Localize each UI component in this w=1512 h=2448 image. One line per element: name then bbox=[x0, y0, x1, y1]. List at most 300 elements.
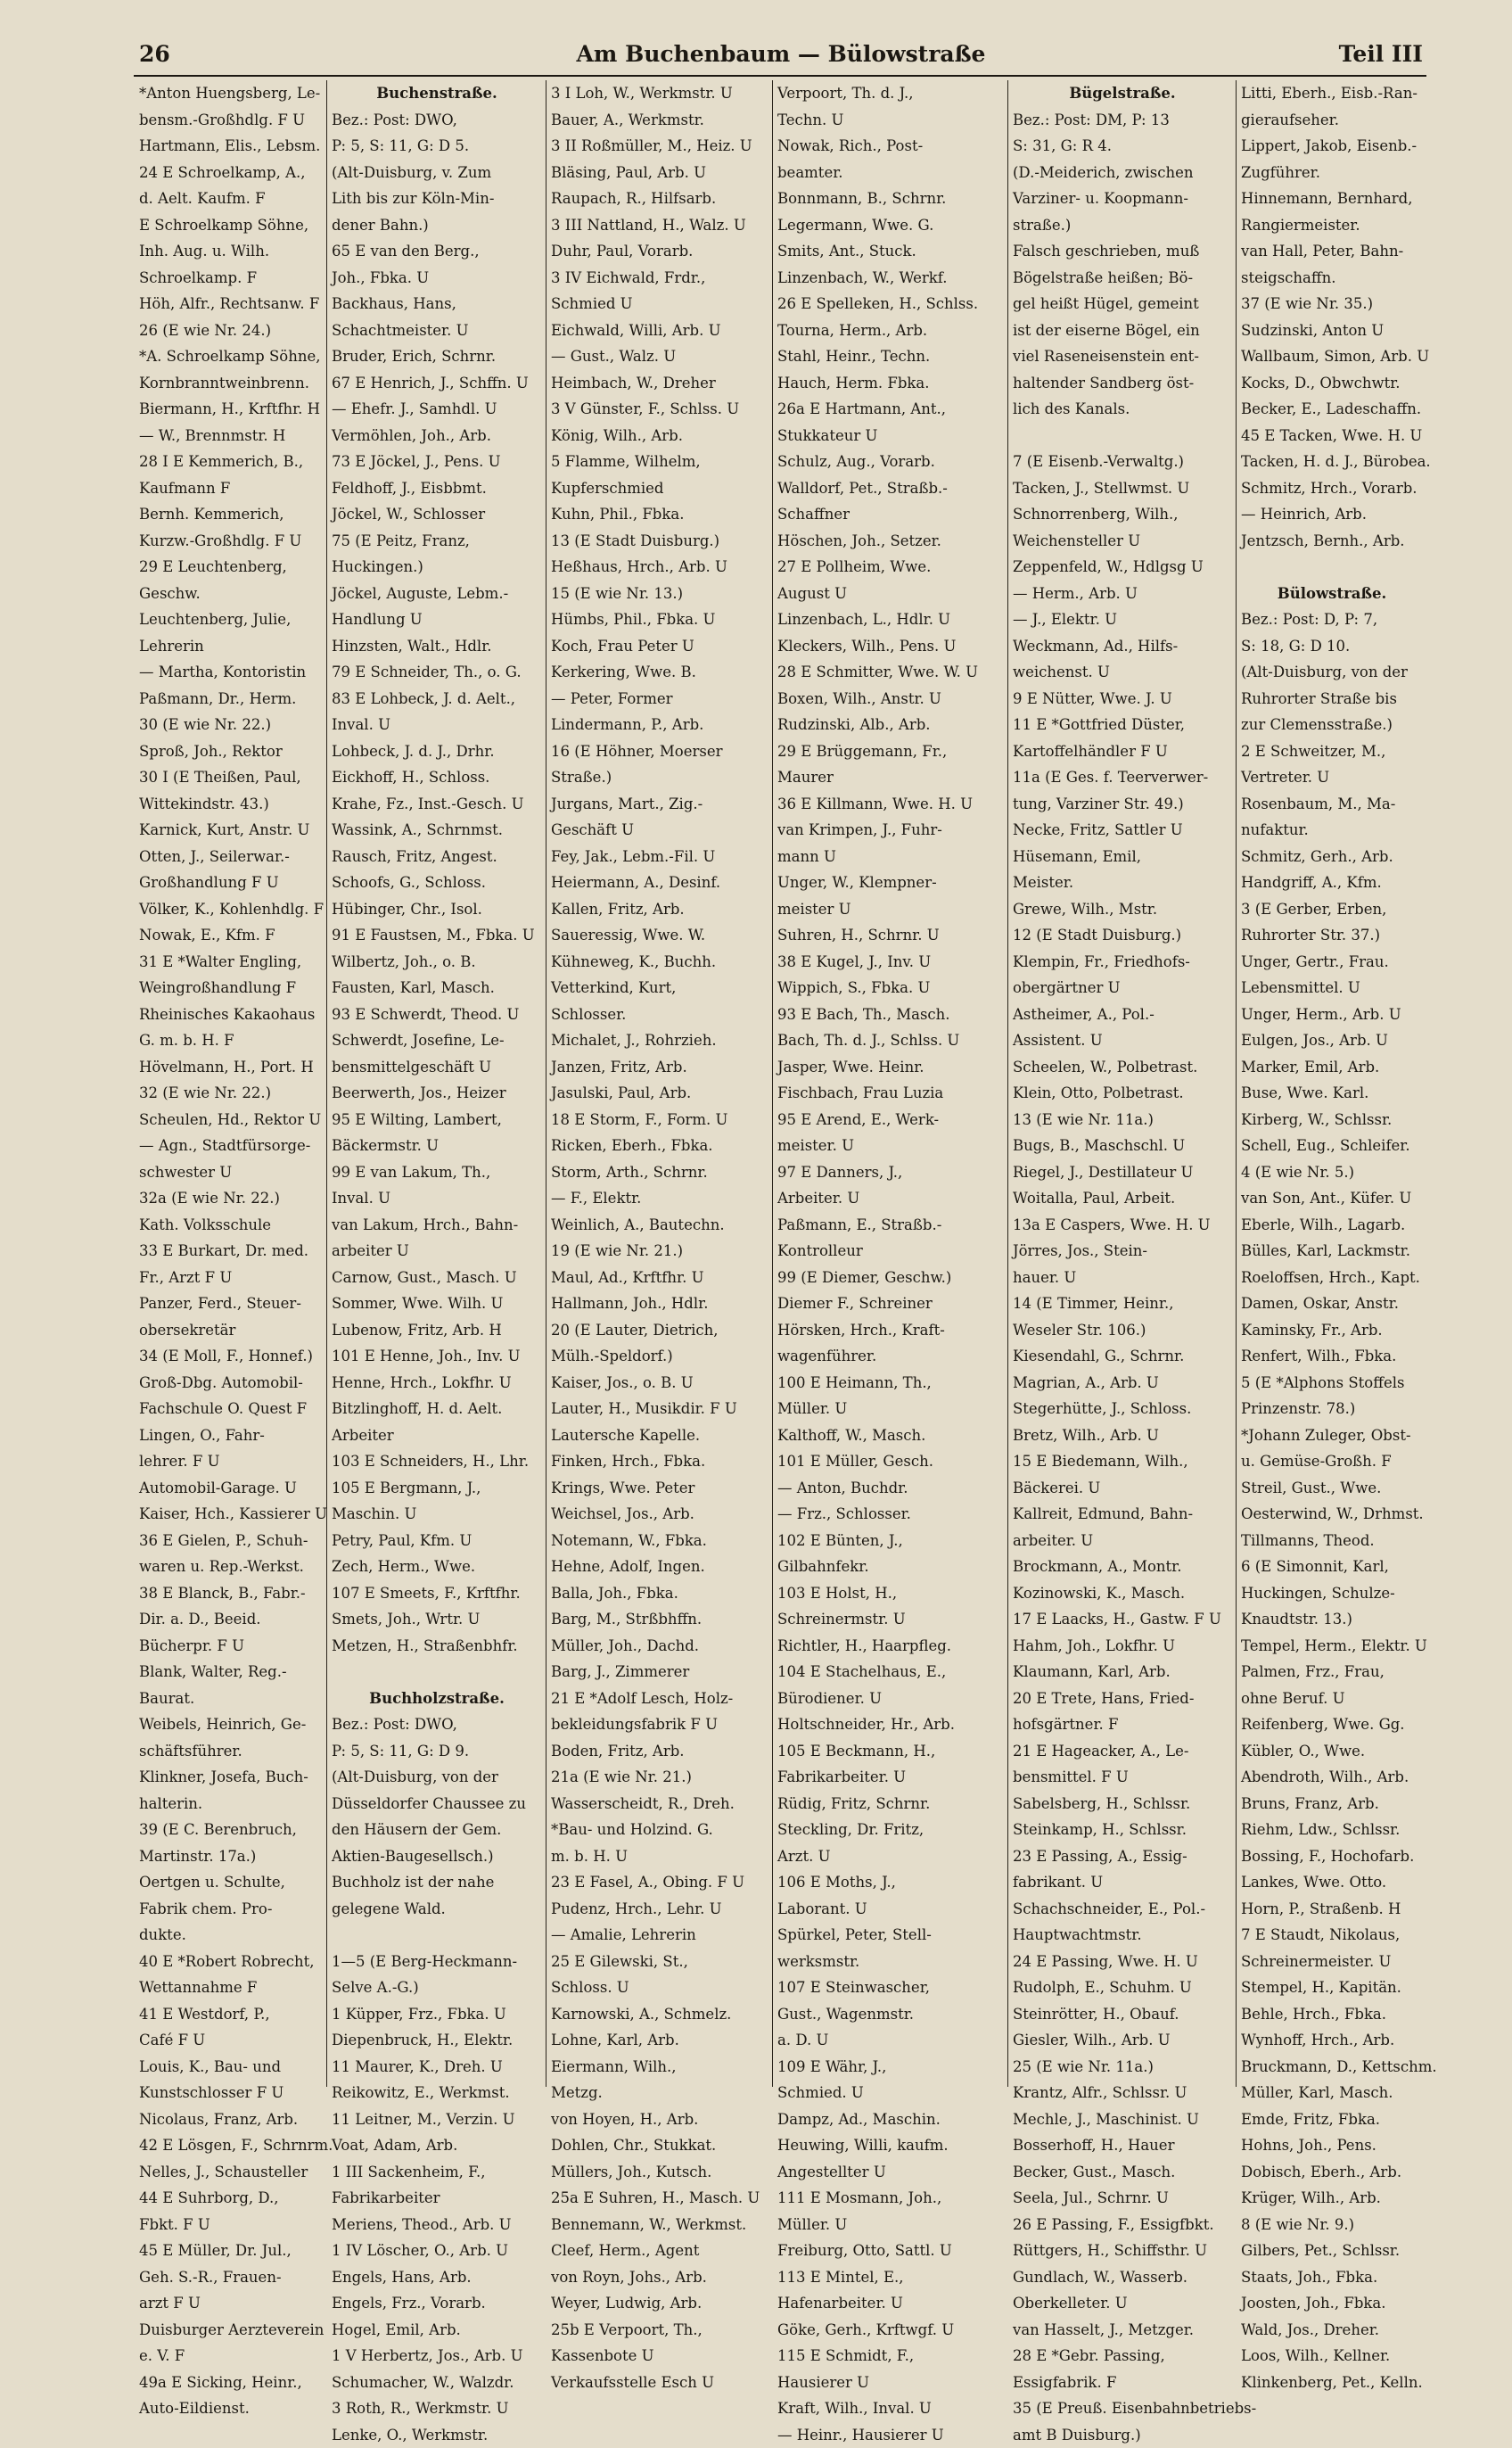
directory-entry-line: Bonnmann, B., Schrnr. bbox=[777, 185, 1004, 212]
street-heading: Buchenstraße. bbox=[332, 80, 542, 107]
directory-entry-line: Eickhoff, H., Schloss. bbox=[332, 764, 542, 791]
directory-entry-line: Fbkt. F U bbox=[139, 2212, 323, 2238]
directory-entry-line: Walldorf, Pet., Straßb.- bbox=[777, 475, 1004, 502]
directory-entry-line: Arzt. U bbox=[777, 1843, 1004, 1870]
directory-entry-line: — W., Brennmstr. H bbox=[139, 423, 323, 449]
directory-entry-line: Sudzinski, Anton U bbox=[1241, 317, 1423, 344]
directory-entry-line: 7 (E Eisenb.-Verwaltg.) bbox=[1013, 449, 1232, 475]
directory-entry-line: u. Gemüse-Großh. F bbox=[1241, 1448, 1423, 1475]
directory-entry-line: Vertreter. U bbox=[1241, 764, 1423, 791]
directory-entry-line: Straße.) bbox=[551, 764, 768, 791]
directory-entry-line: Jentzsch, Bernh., Arb. bbox=[1241, 528, 1423, 555]
directory-entry-line: Schachtmeister. U bbox=[332, 317, 542, 344]
directory-entry-line: 3 (E Gerber, Erben, bbox=[1241, 896, 1423, 923]
page-header bbox=[139, 41, 1423, 77]
directory-entry-line: Techn. U bbox=[777, 107, 1004, 134]
directory-entry-line: Stukkateur U bbox=[777, 423, 1004, 449]
directory-entry-line: hofsgärtner. F bbox=[1013, 1711, 1232, 1738]
directory-entry-line: 25b E Verpoort, Th., bbox=[551, 2317, 768, 2344]
directory-entry-line: Heimbach, W., Dreher bbox=[551, 370, 768, 397]
directory-entry-line: Lautersche Kapelle. bbox=[551, 1422, 768, 1449]
directory-entry-line: Wassink, A., Schrnmst. bbox=[332, 817, 542, 844]
directory-entry-line: waren u. Rep.-Werkst. bbox=[139, 1554, 323, 1580]
directory-entry-line: Dohlen, Chr., Stukkat. bbox=[551, 2132, 768, 2159]
directory-entry-line: Vetterkind, Kurt, bbox=[551, 975, 768, 1001]
directory-entry-line: 41 E Westdorf, P., bbox=[139, 2001, 323, 2028]
directory-entry-line: Rheinisches Kakaohaus bbox=[139, 1001, 323, 1028]
directory-entry-line: 25 (E wie Nr. 11a.) bbox=[1013, 2054, 1232, 2081]
directory-entry-line: Arbeiter. U bbox=[777, 1185, 1004, 1212]
directory-entry-line: Bögelstraße heißen; Bö- bbox=[1013, 265, 1232, 292]
directory-entry-line: Litti, Eberh., Eisb.-Ran- bbox=[1241, 80, 1423, 107]
directory-entry-line: 103 E Holst, H., bbox=[777, 1580, 1004, 1607]
directory-entry-line: 113 E Mintel, E., bbox=[777, 2264, 1004, 2291]
directory-entry-line: Sommer, Wwe. Wilh. U bbox=[332, 1290, 542, 1317]
directory-entry-line: Otten, J., Seilerwar.- bbox=[139, 844, 323, 870]
directory-entry-line: Schmitz, Hrch., Vorarb. bbox=[1241, 475, 1423, 502]
directory-entry-line: meister U bbox=[777, 896, 1004, 923]
directory-entry-line: Jasper, Wwe. Heinr. bbox=[777, 1054, 1004, 1081]
directory-entry-line: Müller, Karl, Masch. bbox=[1241, 2080, 1423, 2106]
directory-entry-line: 97 E Danners, J., bbox=[777, 1159, 1004, 1186]
column-divider bbox=[326, 80, 327, 2087]
directory-entry-line: Richtler, H., Haarpfleg. bbox=[777, 1633, 1004, 1660]
directory-entry-line: Krahe, Fz., Inst.-Gesch. U bbox=[332, 791, 542, 818]
directory-entry-line: Klinkner, Josefa, Buch- bbox=[139, 1764, 323, 1791]
directory-entry-line: Tempel, Herm., Elektr. U bbox=[1241, 1633, 1423, 1660]
directory-entry-line: Hogel, Emil, Arb. bbox=[332, 2317, 542, 2344]
directory-entry-line: Kübler, O., Wwe. bbox=[1241, 1738, 1423, 1765]
directory-entry-line: schwester U bbox=[139, 1159, 323, 1186]
header-rule bbox=[134, 75, 1426, 77]
directory-entry-line: Lippert, Jakob, Eisenb.- bbox=[1241, 133, 1423, 160]
directory-entry-line: Dobisch, Eberh., Arb. bbox=[1241, 2159, 1423, 2186]
directory-entry-line: 91 E Faustsen, M., Fbka. U bbox=[332, 922, 542, 949]
directory-entry-line: Fabrik chem. Pro- bbox=[139, 1896, 323, 1923]
directory-entry-line: — Amalie, Lehrerin bbox=[551, 1922, 768, 1949]
directory-entry-line: Kupferschmied bbox=[551, 475, 768, 502]
directory-entry-line: Jöckel, Auguste, Lebm.- bbox=[332, 581, 542, 607]
directory-entry-line: Völker, K., Kohlenhdlg. F bbox=[139, 896, 323, 923]
directory-entry-line: ist der eiserne Bögel, ein bbox=[1013, 317, 1232, 344]
directory-entry-line: 105 E Beckmann, H., bbox=[777, 1738, 1004, 1765]
directory-entry-line: Hohns, Joh., Pens. bbox=[1241, 2132, 1423, 2159]
directory-entry-line: Bauer, A., Werkmstr. bbox=[551, 107, 768, 134]
directory-column-5 bbox=[1013, 80, 1232, 2087]
directory-entry-line: 29 E Leuchtenberg, bbox=[139, 554, 323, 581]
directory-entry-line: Hauch, Herm. Fbka. bbox=[777, 370, 1004, 397]
directory-entry-line: Nicolaus, Franz, Arb. bbox=[139, 2106, 323, 2133]
directory-entry-line: Bücherpr. F U bbox=[139, 1633, 323, 1660]
directory-entry-line: Rüttgers, H., Schiffsthr. U bbox=[1013, 2238, 1232, 2264]
directory-entry-line: Höschen, Joh., Setzer. bbox=[777, 528, 1004, 555]
directory-entry-line: Huckingen.) bbox=[332, 554, 542, 581]
directory-entry-line: Kozinowski, K., Masch. bbox=[1013, 1580, 1232, 1607]
directory-entry-line: Holtschneider, Hr., Arb. bbox=[777, 1711, 1004, 1738]
directory-entry-line: 7 E Staudt, Nikolaus, bbox=[1241, 1922, 1423, 1949]
directory-entry-line: von Royn, Johs., Arb. bbox=[551, 2264, 768, 2291]
directory-entry-line: Auto-Eildienst. bbox=[139, 2395, 323, 2422]
directory-entry-line: Ruhrorter Str. 37.) bbox=[1241, 922, 1423, 949]
directory-entry-line: 6 (E Simonnit, Karl, bbox=[1241, 1554, 1423, 1580]
directory-entry-line: Grewe, Wilh., Mstr. bbox=[1013, 896, 1232, 923]
directory-entry-line: 24 E Passing, Wwe. H. U bbox=[1013, 1949, 1232, 1975]
directory-entry-line: 13 (E wie Nr. 11a.) bbox=[1013, 1107, 1232, 1133]
directory-entry-line: lich des Kanals. bbox=[1013, 396, 1232, 423]
directory-entry-line: Selve A.-G.) bbox=[332, 1974, 542, 2001]
directory-entry-line: Müller, Joh., Dachd. bbox=[551, 1633, 768, 1660]
directory-entry-line: Bläsing, Paul, Arb. U bbox=[551, 160, 768, 186]
directory-entry-line: Seela, Jul., Schrnr. U bbox=[1013, 2185, 1232, 2212]
directory-entry-line: Kalthoff, W., Masch. bbox=[777, 1422, 1004, 1449]
directory-entry-line: Michalet, J., Rohrzieh. bbox=[551, 1027, 768, 1054]
directory-entry-line: dukte. bbox=[139, 1922, 323, 1949]
directory-entry-line: 16 (E Höhner, Moerser bbox=[551, 738, 768, 765]
column-divider bbox=[772, 80, 773, 2087]
directory-entry-line: Jöckel, W., Schlosser bbox=[332, 501, 542, 528]
directory-entry-line: 28 E *Gebr. Passing, bbox=[1013, 2343, 1232, 2370]
directory-entry-line: 1—5 (E Berg-Heckmann- bbox=[332, 1949, 542, 1975]
directory-entry-line: Hövelmann, H., Port. H bbox=[139, 1054, 323, 1081]
street-heading: Bülowstraße. bbox=[1241, 581, 1423, 607]
directory-entry-line: Schreinermstr. U bbox=[777, 1606, 1004, 1633]
directory-entry-line: — Heinr., Hausierer U bbox=[777, 2422, 1004, 2448]
directory-entry-line: 5 Flamme, Wilhelm, bbox=[551, 449, 768, 475]
directory-entry-line: Müller. U bbox=[777, 2212, 1004, 2238]
directory-entry-line: Meriens, Theod., Arb. U bbox=[332, 2212, 542, 2238]
directory-entry-line: Inh. Aug. u. Wilh. bbox=[139, 238, 323, 265]
directory-entry-line: 29 E Brüggemann, Fr., bbox=[777, 738, 1004, 765]
directory-entry-line: Martinstr. 17a.) bbox=[139, 1843, 323, 1870]
directory-entry-line: Raupach, R., Hilfsarb. bbox=[551, 185, 768, 212]
directory-entry-line: Emde, Fritz, Fbka. bbox=[1241, 2106, 1423, 2133]
directory-entry-line: Schroelkamp. F bbox=[139, 265, 323, 292]
directory-entry-line: Fausten, Karl, Masch. bbox=[332, 975, 542, 1001]
directory-entry-line: Feldhoff, J., Eisbbmt. bbox=[332, 475, 542, 502]
directory-entry-line: Reikowitz, E., Werkmst. bbox=[332, 2080, 542, 2106]
directory-entry-line: Kartoffelhändler F U bbox=[1013, 738, 1232, 765]
directory-entry-line: halterin. bbox=[139, 1791, 323, 1817]
directory-entry-line: Knaudtstr. 13.) bbox=[1241, 1606, 1423, 1633]
directory-entry-line: Unger, Gertr., Frau. bbox=[1241, 949, 1423, 976]
directory-entry-line: 21 E *Adolf Lesch, Holz- bbox=[551, 1686, 768, 1712]
page-number: 26 bbox=[139, 41, 170, 67]
directory-entry-line: Baurat. bbox=[139, 1686, 323, 1712]
directory-entry-line: Biermann, H., Krftfhr. H bbox=[139, 396, 323, 423]
directory-entry-line: Bruckmann, D., Kettschm. bbox=[1241, 2054, 1423, 2081]
directory-entry-line: Schachschneider, E., Pol.- bbox=[1013, 1896, 1232, 1923]
directory-entry-line: 99 (E Diemer, Geschw.) bbox=[777, 1265, 1004, 1291]
directory-entry-line: Ricken, Eberh., Fbka. bbox=[551, 1133, 768, 1159]
directory-entry-line: 11 E *Gottfried Düster, bbox=[1013, 712, 1232, 738]
directory-entry-line: Roeloffsen, Hrch., Kapt. bbox=[1241, 1265, 1423, 1291]
directory-entry-line: van Hasselt, J., Metzger. bbox=[1013, 2317, 1232, 2344]
directory-entry-line: Mechle, J., Maschinist. U bbox=[1013, 2106, 1232, 2133]
directory-entry-line: Riehm, Ldw., Schlssr. bbox=[1241, 1817, 1423, 1843]
directory-entry-line: — F., Elektr. bbox=[551, 1185, 768, 1212]
directory-entry-line: Engels, Frz., Vorarb. bbox=[332, 2290, 542, 2317]
directory-entry-line: Hinnemann, Bernhard, bbox=[1241, 185, 1423, 212]
directory-entry-line: Sproß, Joh., Rektor bbox=[139, 738, 323, 765]
directory-entry-line: Arbeiter bbox=[332, 1422, 542, 1449]
directory-entry-line: 38 E Kugel, J., Inv. U bbox=[777, 949, 1004, 976]
directory-entry-line: Balla, Joh., Fbka. bbox=[551, 1580, 768, 1607]
directory-entry-line: lehrer. F U bbox=[139, 1448, 323, 1475]
directory-entry-line: Kerkering, Wwe. B. bbox=[551, 659, 768, 686]
directory-entry-line: Engels, Hans, Arb. bbox=[332, 2264, 542, 2291]
directory-entry-line: 26a E Hartmann, Ant., bbox=[777, 396, 1004, 423]
directory-entry-line: Damen, Oskar, Anstr. bbox=[1241, 1290, 1423, 1317]
directory-entry-line: Bennemann, W., Werkmst. bbox=[551, 2212, 768, 2238]
directory-entry-line: Café F U bbox=[139, 2027, 323, 2054]
directory-entry-line: Assistent. U bbox=[1013, 1027, 1232, 1054]
directory-entry-line bbox=[1013, 423, 1232, 449]
directory-entry-line: Smits, Ant., Stuck. bbox=[777, 238, 1004, 265]
directory-entry-line: Eulgen, Jos., Arb. U bbox=[1241, 1027, 1423, 1054]
directory-entry-line: Schaffner bbox=[777, 501, 1004, 528]
directory-entry-line bbox=[332, 1659, 542, 1686]
directory-entry-line: 12 (E Stadt Duisburg.) bbox=[1013, 922, 1232, 949]
directory-entry-line: Spürkel, Peter, Stell- bbox=[777, 1922, 1004, 1949]
directory-entry-line: 14 (E Timmer, Heinr., bbox=[1013, 1290, 1232, 1317]
directory-entry-line: Lankes, Wwe. Otto. bbox=[1241, 1869, 1423, 1896]
directory-entry-line: Wittekindstr. 43.) bbox=[139, 791, 323, 818]
directory-entry-line: mann U bbox=[777, 844, 1004, 870]
directory-entry-line: Oberkelleter. U bbox=[1013, 2290, 1232, 2317]
directory-entry-line: Wynhoff, Hrch., Arb. bbox=[1241, 2027, 1423, 2054]
directory-entry-line: Kaiser, Hch., Kassierer U bbox=[139, 1501, 323, 1528]
directory-entry-line: Klinkenberg, Pet., Kelln. bbox=[1241, 2370, 1423, 2396]
directory-entry-line: van Krimpen, J., Fuhr- bbox=[777, 817, 1004, 844]
directory-entry-line: gel heißt Hügel, gemeint bbox=[1013, 291, 1232, 317]
directory-entry-line: van Hall, Peter, Bahn- bbox=[1241, 238, 1423, 265]
directory-entry-line: Gundlach, W., Wasserb. bbox=[1013, 2264, 1232, 2291]
directory-entry-line: 15 E Biedemann, Wilh., bbox=[1013, 1448, 1232, 1475]
directory-entry-line: Gust., Wagenmstr. bbox=[777, 2001, 1004, 2028]
directory-entry-line: Paßmann, Dr., Herm. bbox=[139, 686, 323, 713]
directory-entry-line: Jasulski, Paul, Arb. bbox=[551, 1080, 768, 1107]
directory-entry-line: Bruder, Erich, Schrnr. bbox=[332, 343, 542, 370]
directory-entry-line: 75 (E Peitz, Franz, bbox=[332, 528, 542, 555]
directory-entry-line: 30 I (E Theißen, Paul, bbox=[139, 764, 323, 791]
directory-entry-line: Lindermann, P., Arb. bbox=[551, 712, 768, 738]
directory-entry-line: arzt F U bbox=[139, 2290, 323, 2317]
directory-entry-line: Stegerhütte, J., Schloss. bbox=[1013, 1396, 1232, 1422]
directory-entry-line: Meister. bbox=[1013, 870, 1232, 896]
directory-entry-line: Smets, Joh., Wrtr. U bbox=[332, 1606, 542, 1633]
directory-entry-line: Becker, Gust., Masch. bbox=[1013, 2159, 1232, 2186]
directory-entry-line: 30 (E wie Nr. 22.) bbox=[139, 712, 323, 738]
directory-entry-line: Rudzinski, Alb., Arb. bbox=[777, 712, 1004, 738]
directory-entry-line: weichenst. U bbox=[1013, 659, 1232, 686]
directory-entry-line: Staats, Joh., Fbka. bbox=[1241, 2264, 1423, 2291]
directory-entry-line: Müllers, Joh., Kutsch. bbox=[551, 2159, 768, 2186]
directory-entry-line: Inval. U bbox=[332, 1185, 542, 1212]
directory-entry-line: Kornbranntweinbrenn. bbox=[139, 370, 323, 397]
directory-entry-line: Bach, Th. d. J., Schlss. U bbox=[777, 1027, 1004, 1054]
directory-entry-line: Weibels, Heinrich, Ge- bbox=[139, 1711, 323, 1738]
directory-entry-line: August U bbox=[777, 581, 1004, 607]
directory-entry-line: Schmitz, Gerh., Arb. bbox=[1241, 844, 1423, 870]
directory-entry-line: P: 5, S: 11, G: D 5. bbox=[332, 133, 542, 160]
directory-entry-line: Göke, Gerh., Krftwgf. U bbox=[777, 2317, 1004, 2344]
directory-entry-line: 11a (E Ges. f. Teerverwer- bbox=[1013, 764, 1232, 791]
directory-entry-line: Bez.: Post: DM, P: 13 bbox=[1013, 107, 1232, 134]
directory-entry-line: Fabrikarbeiter bbox=[332, 2185, 542, 2212]
directory-entry-line: 73 E Jöckel, J., Pens. U bbox=[332, 449, 542, 475]
directory-entry-line: van Son, Ant., Küfer. U bbox=[1241, 1185, 1423, 1212]
directory-entry-line: 2 E Schweitzer, M., bbox=[1241, 738, 1423, 765]
directory-entry-line: Bitzlinghoff, H. d. Aelt. bbox=[332, 1396, 542, 1422]
directory-entry-line: 102 E Bünten, J., bbox=[777, 1528, 1004, 1554]
directory-entry-line: Verpoort, Th. d. J., bbox=[777, 80, 1004, 107]
directory-entry-line: Heiermann, A., Desinf. bbox=[551, 870, 768, 896]
directory-entry-line: 115 E Schmidt, F., bbox=[777, 2343, 1004, 2370]
directory-entry-line: bensmittelgeschäft U bbox=[332, 1054, 542, 1081]
directory-entry-line: Scheelen, W., Polbetrast. bbox=[1013, 1054, 1232, 1081]
directory-entry-line: Hehne, Adolf, Ingen. bbox=[551, 1554, 768, 1580]
directory-entry-line: Diepenbruck, H., Elektr. bbox=[332, 2027, 542, 2054]
directory-entry-line: Buchholz ist der nahe bbox=[332, 1869, 542, 1896]
directory-entry-line: 13 (E Stadt Duisburg.) bbox=[551, 528, 768, 555]
directory-entry-line: Lohne, Karl, Arb. bbox=[551, 2027, 768, 2054]
directory-entry-line: Kleckers, Wilh., Pens. U bbox=[777, 633, 1004, 660]
directory-entry-line: 38 E Blanck, B., Fabr.- bbox=[139, 1580, 323, 1607]
directory-entry-line bbox=[332, 1922, 542, 1949]
directory-entry-line: 5 (E *Alphons Stoffels bbox=[1241, 1370, 1423, 1397]
directory-entry-line: — Herm., Arb. U bbox=[1013, 581, 1232, 607]
directory-entry-line: 9 E Nütter, Wwe. J. U bbox=[1013, 686, 1232, 713]
directory-entry-line: Geschäft U bbox=[551, 817, 768, 844]
directory-entry-line: Renfert, Wilh., Fbka. bbox=[1241, 1343, 1423, 1370]
directory-entry-line: Groß-Dbg. Automobil- bbox=[139, 1370, 323, 1397]
directory-entry-line: Hafenarbeiter. U bbox=[777, 2290, 1004, 2317]
directory-entry-line: Tacken, J., Stellwmst. U bbox=[1013, 475, 1232, 502]
directory-entry-line: van Lakum, Hrch., Bahn- bbox=[332, 1212, 542, 1239]
directory-entry-line: (D.-Meiderich, zwischen bbox=[1013, 160, 1232, 186]
directory-entry-line: Metzen, H., Straßenbhfr. bbox=[332, 1633, 542, 1660]
directory-entry-line: — Martha, Kontoristin bbox=[139, 659, 323, 686]
directory-entry-line: Metzg. bbox=[551, 2080, 768, 2106]
directory-entry-line: Fr., Arzt F U bbox=[139, 1265, 323, 1291]
directory-entry-line: meister. U bbox=[777, 1133, 1004, 1159]
directory-entry-line: tung, Varziner Str. 49.) bbox=[1013, 791, 1232, 818]
directory-entry-line: Schwerdt, Josefine, Le- bbox=[332, 1027, 542, 1054]
directory-entry-line: beamter. bbox=[777, 160, 1004, 186]
directory-entry-line: Wasserscheidt, R., Dreh. bbox=[551, 1791, 768, 1817]
directory-entry-line: Inval. U bbox=[332, 712, 542, 738]
directory-entry-line: 39 (E C. Berenbruch, bbox=[139, 1817, 323, 1843]
directory-entry-line: Schlosser. bbox=[551, 1001, 768, 1028]
directory-entry-line: Essigfabrik. F bbox=[1013, 2370, 1232, 2396]
directory-entry-line: S: 31, G: R 4. bbox=[1013, 133, 1232, 160]
directory-entry-line: Zech, Herm., Wwe. bbox=[332, 1554, 542, 1580]
directory-entry-line: Necke, Fritz, Sattler U bbox=[1013, 817, 1232, 844]
directory-entry-line: 32a (E wie Nr. 22.) bbox=[139, 1185, 323, 1212]
directory-entry-line: gieraufseher. bbox=[1241, 107, 1423, 134]
directory-entry-line: Ruhrorter Straße bis bbox=[1241, 686, 1423, 713]
directory-entry-line: Schulz, Aug., Vorarb. bbox=[777, 449, 1004, 475]
directory-entry-line: Wallbaum, Simon, Arb. U bbox=[1241, 343, 1423, 370]
directory-entry-line: Kaiser, Jos., o. B. U bbox=[551, 1370, 768, 1397]
directory-entry-line: Louis, K., Bau- und bbox=[139, 2054, 323, 2081]
street-heading: Buchholzstraße. bbox=[332, 1686, 542, 1712]
directory-entry-line: Heuwing, Willi, kaufm. bbox=[777, 2132, 1004, 2159]
directory-column-1 bbox=[139, 80, 323, 2087]
directory-entry-line: 31 E *Walter Engling, bbox=[139, 949, 323, 976]
directory-entry-line: Koch, Frau Peter U bbox=[551, 633, 768, 660]
directory-entry-line: Karnick, Kurt, Anstr. U bbox=[139, 817, 323, 844]
directory-entry-line: Unger, W., Klempner- bbox=[777, 870, 1004, 896]
directory-entry-line: Boden, Fritz, Arb. bbox=[551, 1738, 768, 1765]
directory-entry-line: *A. Schroelkamp Söhne, bbox=[139, 343, 323, 370]
directory-entry-line: Schell, Eug., Schleifer. bbox=[1241, 1133, 1423, 1159]
directory-entry-line: Kassenbote U bbox=[551, 2343, 768, 2370]
directory-entry-line: Steckling, Dr. Fritz, bbox=[777, 1817, 1004, 1843]
directory-entry-line: Hallmann, Joh., Hdlr. bbox=[551, 1290, 768, 1317]
directory-entry-line: 4 (E wie Nr. 5.) bbox=[1241, 1159, 1423, 1186]
directory-entry-line: Kallreit, Edmund, Bahn- bbox=[1013, 1501, 1232, 1528]
directory-entry-line: 36 E Gielen, P., Schuh- bbox=[139, 1528, 323, 1554]
directory-entry-line: Kirberg, W., Schlssr. bbox=[1241, 1107, 1423, 1133]
directory-entry-line: Bugs, B., Maschschl. U bbox=[1013, 1133, 1232, 1159]
directory-entry-line: Jörres, Jos., Stein- bbox=[1013, 1238, 1232, 1265]
directory-entry-line: Kiesendahl, G., Schrnr. bbox=[1013, 1343, 1232, 1370]
directory-entry-line: 26 E Passing, F., Essigfbkt. bbox=[1013, 2212, 1232, 2238]
directory-entry-line: Bosserhoff, H., Hauer bbox=[1013, 2132, 1232, 2159]
directory-entry-line: Hümbs, Phil., Fbka. U bbox=[551, 606, 768, 633]
directory-entry-line: Pudenz, Hrch., Lehr. U bbox=[551, 1896, 768, 1923]
directory-entry-line: Eichwald, Willi, Arb. U bbox=[551, 317, 768, 344]
directory-entry-line: Bossing, F., Hochofarb. bbox=[1241, 1843, 1423, 1870]
directory-entry-line: Lauter, H., Musikdir. F U bbox=[551, 1396, 768, 1422]
directory-entry-line: Behle, Hrch., Fbka. bbox=[1241, 2001, 1423, 2028]
directory-entry-line: Linzenbach, L., Hdlr. U bbox=[777, 606, 1004, 633]
directory-entry-line: Magrian, A., Arb. U bbox=[1013, 1370, 1232, 1397]
directory-entry-line: Saueressig, Wwe. W. bbox=[551, 922, 768, 949]
directory-entry-line: Marker, Emil, Arb. bbox=[1241, 1054, 1423, 1081]
directory-entry-line: a. D. U bbox=[777, 2027, 1004, 2054]
directory-entry-line: Hahm, Joh., Lokfhr. U bbox=[1013, 1633, 1232, 1660]
directory-entry-line: Geschw. bbox=[139, 581, 323, 607]
directory-entry-line: Lehrerin bbox=[139, 633, 323, 660]
directory-entry-line: viel Raseneisenstein ent- bbox=[1013, 343, 1232, 370]
directory-entry-line: 13a E Caspers, Wwe. H. U bbox=[1013, 1212, 1232, 1239]
directory-entry-line: Suhren, H., Schrnr. U bbox=[777, 922, 1004, 949]
directory-entry-line: Weichensteller U bbox=[1013, 528, 1232, 555]
directory-entry-line: Eiermann, Wilh., bbox=[551, 2054, 768, 2081]
directory-entry-line: Finken, Hrch., Fbka. bbox=[551, 1448, 768, 1475]
page-title: Am Buchenbaum — Bülowstraße bbox=[139, 41, 1423, 67]
directory-entry-line: Carnow, Gust., Masch. U bbox=[332, 1265, 542, 1291]
directory-entry-line: 26 E Spelleken, H., Schlss. bbox=[777, 291, 1004, 317]
directory-entry-line: Legermann, Wwe. G. bbox=[777, 212, 1004, 239]
directory-entry-line: Bäckermstr. U bbox=[332, 1133, 542, 1159]
directory-entry-line: 8 (E wie Nr. 9.) bbox=[1241, 2212, 1423, 2238]
directory-entry-line: 26 (E wie Nr. 24.) bbox=[139, 317, 323, 344]
directory-entry-line: Großhandlung F U bbox=[139, 870, 323, 896]
directory-entry-line: 93 E Schwerdt, Theod. U bbox=[332, 1001, 542, 1028]
directory-entry-line: P: 5, S: 11, G: D 9. bbox=[332, 1738, 542, 1765]
directory-entry-line: Unger, Herm., Arb. U bbox=[1241, 1001, 1423, 1028]
directory-entry-line: 1 Küpper, Frz., Fbka. U bbox=[332, 2001, 542, 2028]
directory-entry-line: Lubenow, Fritz, Arb. H bbox=[332, 1317, 542, 1344]
directory-entry-line: S: 18, G: D 10. bbox=[1241, 633, 1423, 660]
directory-entry-line: Gilbahnfekr. bbox=[777, 1554, 1004, 1580]
directory-entry-line: — Gust., Walz. U bbox=[551, 343, 768, 370]
directory-entry-line: Lenke, O., Werkmstr. bbox=[332, 2422, 542, 2448]
directory-entry-line: Prinzenstr. 78.) bbox=[1241, 1396, 1423, 1422]
